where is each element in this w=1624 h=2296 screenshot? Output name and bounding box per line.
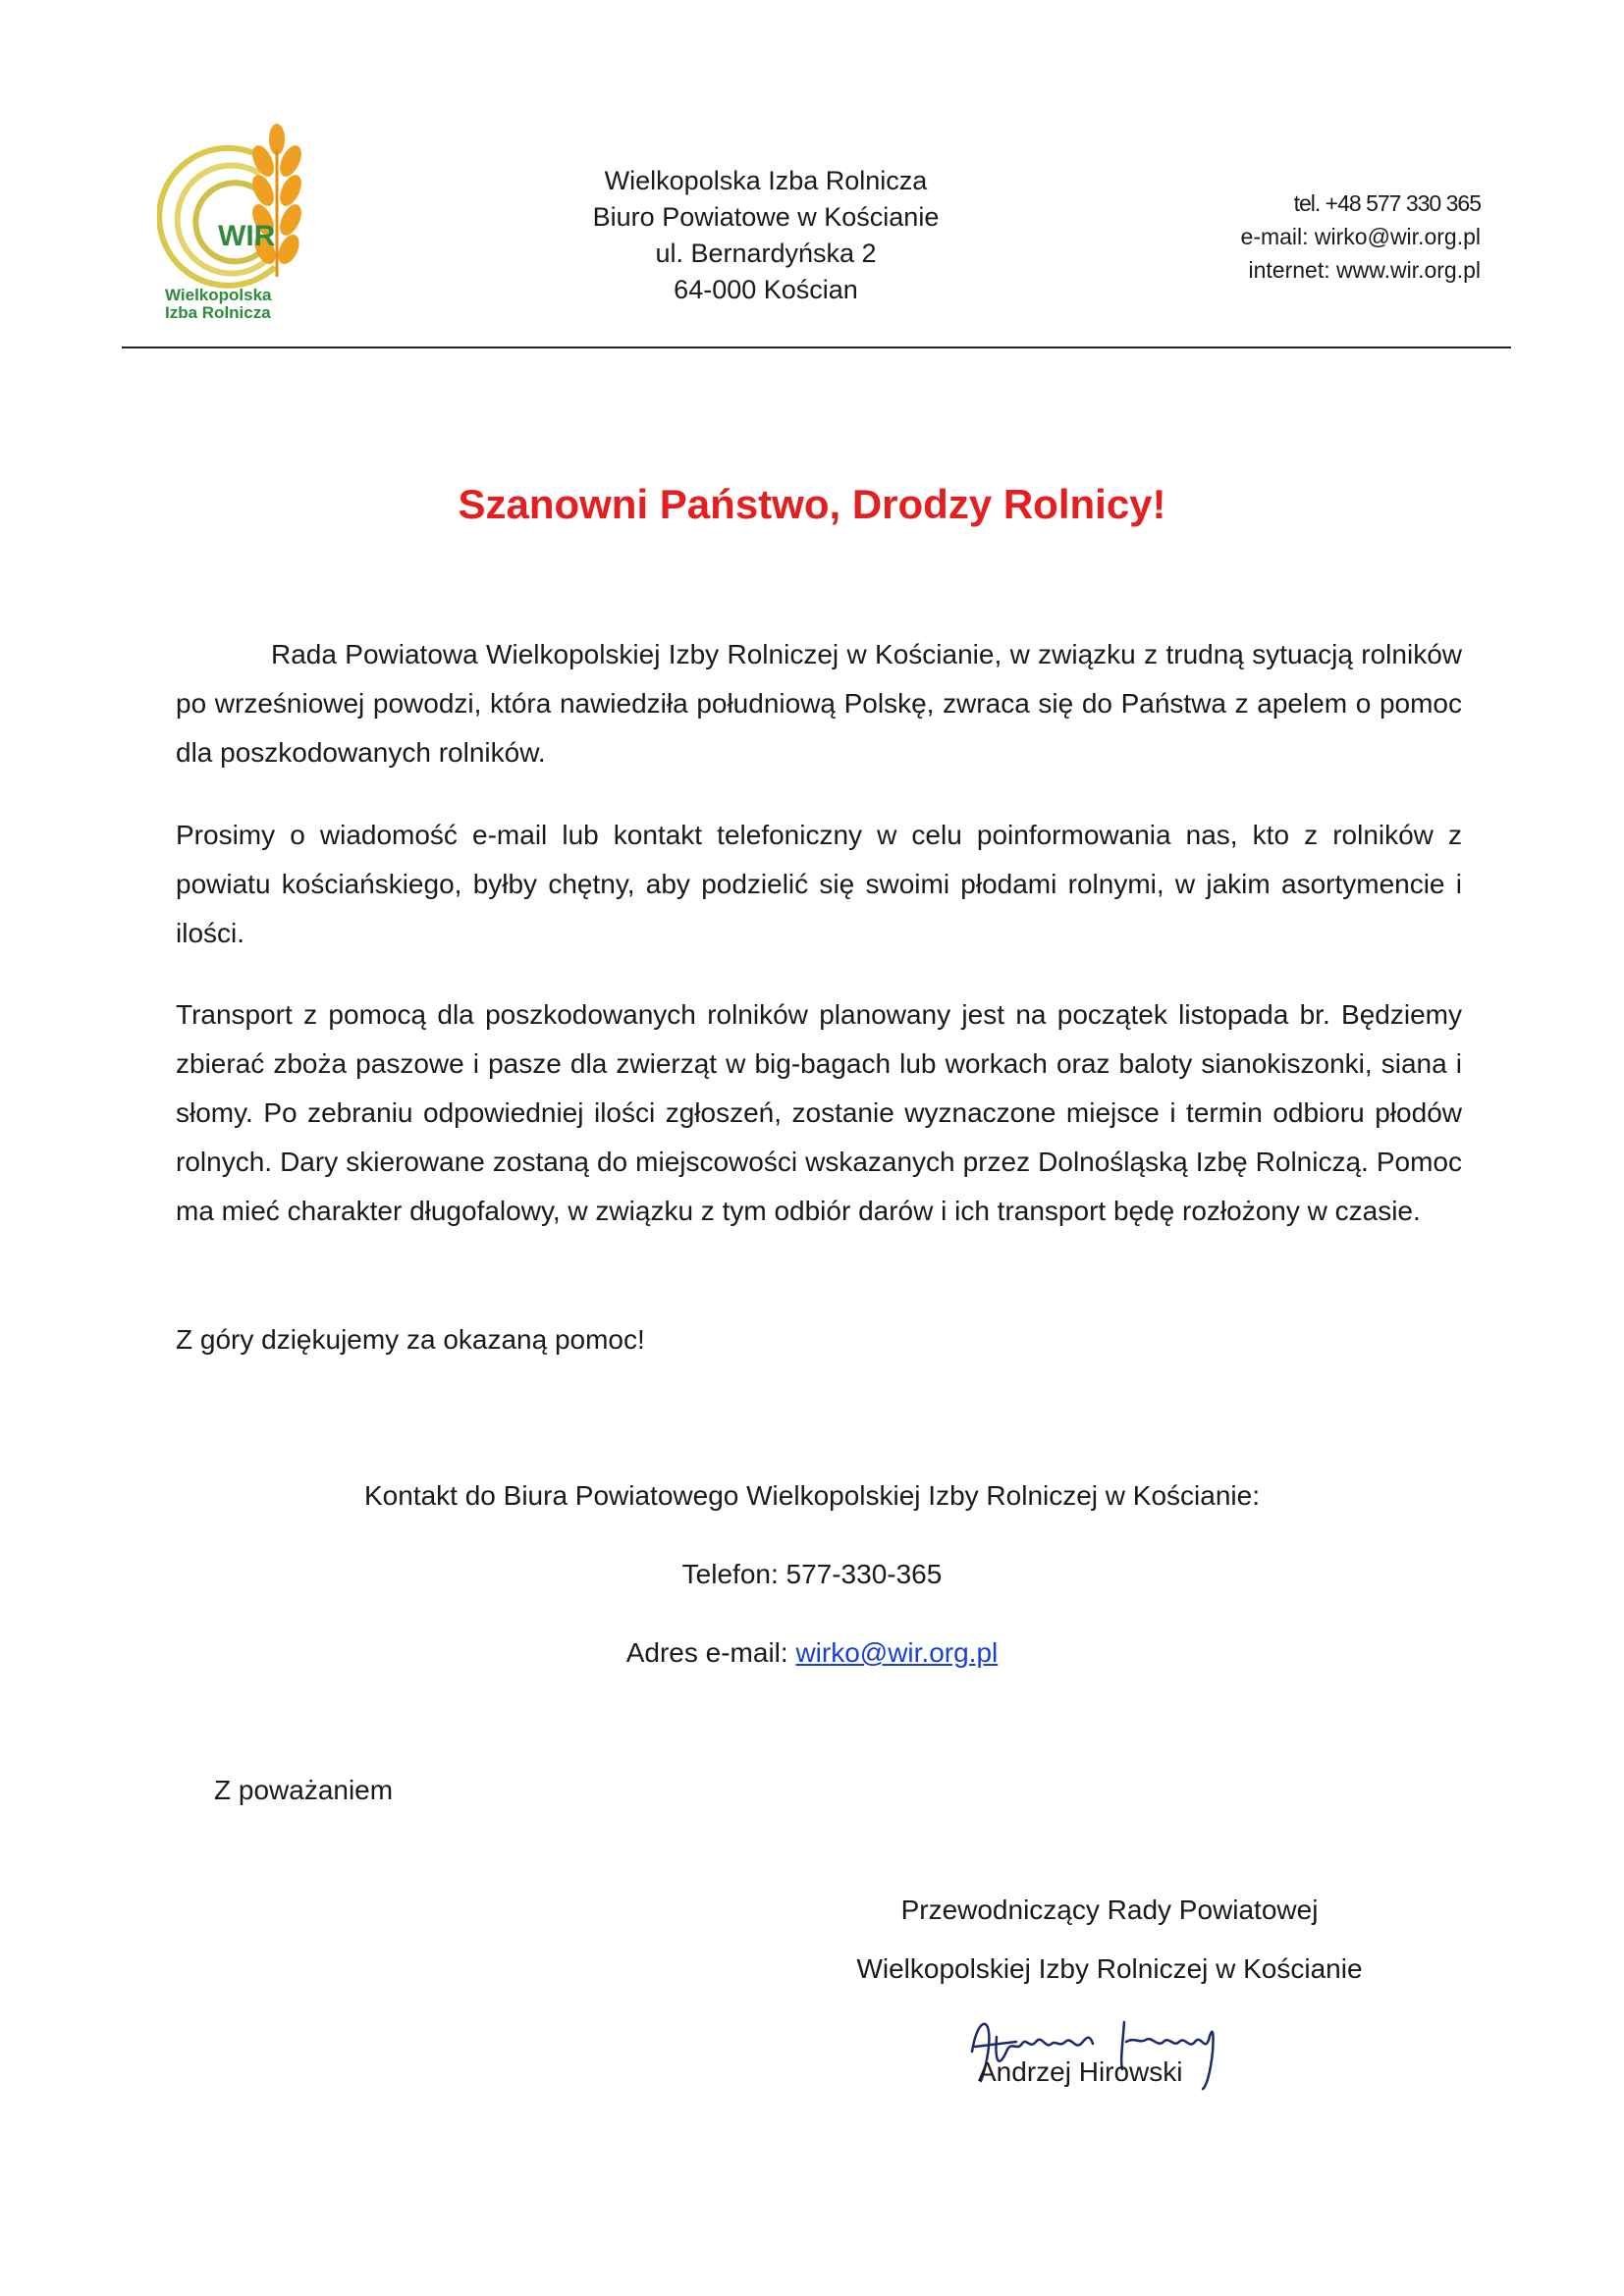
logo-caption-line1: Wielkopolska <box>165 286 272 304</box>
signer-role-line-2: Wielkopolskiej Izby Rolniczej w Kościanie <box>856 1953 1363 1984</box>
email-link[interactable]: wirko@wir.org.pl <box>795 1637 999 1668</box>
address-line-2: Biuro Powiatowe w Kościanie <box>592 202 940 232</box>
contact-heading: Kontakt do Biura Powiatowego Wielkopolskiej Izby Rolniczej w Kościanie: <box>364 1480 1260 1511</box>
sender-address <box>491 163 1041 308</box>
header-website: internet: www.wir.org.pl <box>1248 257 1481 283</box>
letter-title: Szanowni Państwo, Drodzy Rolnicy! <box>458 481 1166 527</box>
paragraph-3: Transport z pomocą dla poszkodowanych rolników planowany jest na początek listopada br. Będziemy zbierać zboża paszowe i pasze dla zwierząt w big-bagach lub workach oraz baloty sianokiszonki, siana i słomy. Po zebraniu odpowiedniej ilości zgłoszeń, zostanie wyznaczone miejsce i termin odbioru płodów rolnych. Dary skierowane zostaną do miejscowości wskazanych przez Dolnośląską Izbę Rolniczą. Pomoc ma mieć charakter długofalowy, w związku z tym odbiór darów i ich transport będę rozłożony w czasie. <box>176 999 1462 1226</box>
address-line-1: Wielkopolska Izba Rolnicza <box>604 166 928 195</box>
paragraph-2: Prosimy o wiadomość e-mail lub kontakt telefoniczny w celu poinformowania nas, kto z rolników z powiatu kościańskiego, byłby chętny, aby podzielić się swoimi płodami rolnymi, w jakim asortymencie i ilości. <box>176 820 1462 948</box>
paragraph-4: Z góry dziękujemy za okazaną pomoc! <box>176 1324 645 1355</box>
logo-caption-line2: Izba Rolnicza <box>165 303 271 322</box>
paragraph-1-text: Rada Powiatowa Wielkopolskiej Izby Rolniczej w Kościanie, w związku z trudną sytuacją rolników po wrześniowej powodzi, która nawiedziła południową Polskę, zwraca się do Państwa z apelem o pomoc dla poszkodowanych rolników. <box>176 639 1462 768</box>
header-phone: tel. +48 577 330 365 <box>1293 190 1481 216</box>
header-email: e-mail: wirko@wir.org.pl <box>1240 224 1481 249</box>
logo-caption <box>165 287 302 322</box>
logo-mark: WIR <box>218 220 276 252</box>
header-contact <box>1080 187 1481 287</box>
contact-phone: Telefon: 577-330-365 <box>681 1559 943 1589</box>
signer-name: Andrzej Hirowski <box>978 2056 1183 2087</box>
header-divider <box>122 347 1511 348</box>
address-line-3: ul. Bernardyńska 2 <box>655 239 877 268</box>
signer-role-line-1: Przewodniczący Rady Powiatowej <box>900 1895 1319 1925</box>
address-line-4: 64-000 Kościan <box>674 275 858 304</box>
paragraph-1 <box>176 630 1462 777</box>
closing-regards: Z poważaniem <box>214 1775 394 1805</box>
contact-email-label: Adres e-mail: <box>625 1637 796 1668</box>
contact-email <box>0 1637 1624 1669</box>
